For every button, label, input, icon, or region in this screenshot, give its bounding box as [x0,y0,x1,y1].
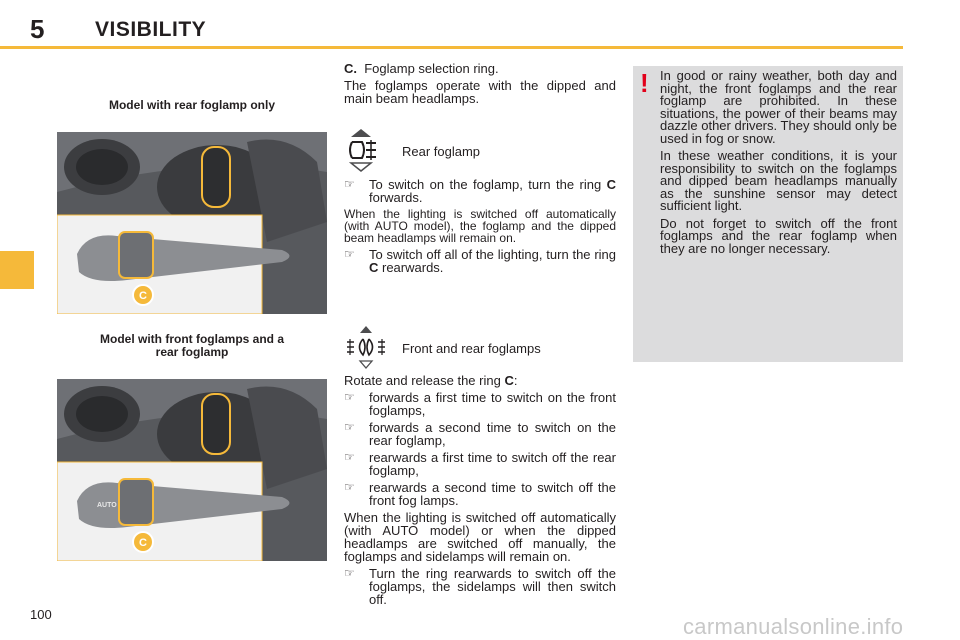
list-item [344,481,616,507]
final-bullet: Turn the ring rearwards to switch off the foglamps, the sidelamps will then switch off. [369,566,616,607]
rear-bullet2-text: To switch off all of the lighting, turn the ring [369,247,616,262]
warning-paragraph-2: In these weather conditions, it is your responsibility to switch on the foglamps and dipped beam headlamps manually as the sunshine sensor may detect sufficient light. [660,148,897,213]
photo-rear-foglamp-stalk [57,132,327,314]
ring-c-ref: C [369,260,379,275]
ring-c-description: Foglamp selection ring. [364,61,499,76]
rear-bullet2-suffix: rearwards. [378,260,444,275]
intro-section [344,62,616,109]
ring-c-label: C. [344,61,357,76]
pointing-hand-icon: ☞ [344,566,355,580]
ring-c-ref: C [504,373,514,388]
intro-line [344,62,616,75]
photo-front-rear-foglamp-stalk [57,379,327,561]
auto-off-paragraph: When the lighting is switched off automatically (with AUTO model) or when the dipped headlamps are switched off manually, the foglamps and sidelamps will remain on. [344,510,616,564]
page-number: 100 [30,607,52,622]
rotate-colon: : [513,373,518,388]
intro-paragraph: The foglamps operate with the dipped and main beam headlamps. [344,78,616,106]
stalk-auto-label: AUTO [97,502,117,509]
warning-text [660,70,897,260]
list-item [344,178,616,204]
front-bullet-1: forwards a first time to switch on the front foglamps, [369,390,616,418]
callout-c-label: C [139,290,147,302]
caption-front-line2: rear foglamp [155,345,229,359]
page-title: VISIBILITY [95,18,207,41]
pointing-hand-icon: ☞ [344,247,355,261]
pointing-hand-icon: ☞ [344,450,355,464]
front-bullet-3: rearwards a first time to switch off the rear foglamp, [369,450,616,478]
auto-lighting-note: When the lighting is switched off automatically (with AUTO model), the foglamp and the dipped beam headlamps will remain on. [344,207,616,245]
front-bullet-2: forwards a second time to switch on the rear foglamp, [369,420,616,448]
front-rear-foglamps-label: Front and rear foglamps [402,340,541,356]
list-item [344,421,616,447]
caption-rear-foglamp-model: Model with rear foglamp only [108,98,275,112]
chapter-side-tab [0,251,34,289]
rear-foglamp-section [344,128,616,278]
list-item [344,451,616,477]
chapter-number: 5 [30,14,45,44]
list-item [344,567,616,606]
caption-front-line1: Model with front foglamps and a [100,332,284,346]
rear-bullet1-suffix: forwards. [369,190,423,205]
callout-c-label: C [139,537,147,549]
ring-c-ref: C [606,177,616,192]
rotate-text: Rotate and release the ring [344,373,505,388]
rear-foglamp-label: Rear foglamp [402,143,481,159]
front-rear-foglamps-icon [344,325,388,369]
caption-front-foglamps-model [57,333,327,359]
list-item [344,391,616,417]
front-rear-foglamps-section [344,326,616,610]
warning-paragraph-3: Do not forget to switch off the front foglamps and the rear foglamp when they are no longer necessary. [660,215,897,256]
pointing-hand-icon: ☞ [344,390,355,404]
watermark: carmanualsonline.info [683,614,904,639]
pointing-hand-icon: ☞ [344,480,355,494]
rear-bullet1-text: To switch on the foglamp, turn the ring [369,177,607,192]
front-bullet-4: rearwards a second time to switch off the front fog lamps. [369,480,616,508]
pointing-hand-icon: ☞ [344,420,355,434]
header-rule [0,46,903,49]
rear-foglamp-icon [344,128,378,172]
warning-paragraph-1: In good or rainy weather, both day and night, the front foglamps and the rear foglamp are prohibited. In these situations, the power of their beams may dazzle other drivers. They should only be used in fog or snow. [660,68,897,146]
rotate-instruction [344,374,616,387]
pointing-hand-icon: ☞ [344,177,355,191]
list-item [344,248,616,274]
exclamation-icon: ! [640,68,649,98]
